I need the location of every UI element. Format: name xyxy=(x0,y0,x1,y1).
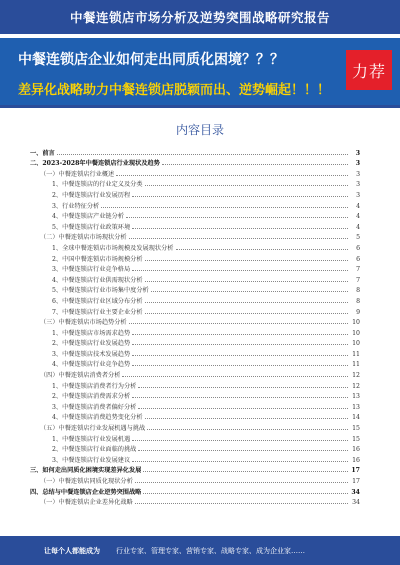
toc-leader-dots xyxy=(176,249,349,250)
toc-entry-text: 3、中餐连锁店行业发展建议 xyxy=(52,456,131,464)
toc-page-number: 3 xyxy=(355,160,360,168)
toc-page-number: 17 xyxy=(351,467,360,475)
toc-page-number: 3 xyxy=(356,191,360,199)
toc-entry[interactable] xyxy=(30,390,360,401)
toc-leader-dots xyxy=(145,281,348,282)
toc-leader-dots xyxy=(135,503,348,504)
toc-leader-dots xyxy=(132,228,348,229)
toc-page-number: 15 xyxy=(352,425,360,433)
toc-entry[interactable] xyxy=(30,146,360,157)
toc-entry[interactable] xyxy=(30,432,360,443)
toc-entry-text: 2、中国中餐连锁店市场规模分析 xyxy=(52,255,143,263)
toc-entry-text: 二、2023-2028年中餐连锁店行业现状及趋势 xyxy=(30,160,160,168)
toc-leader-dots xyxy=(138,408,348,409)
toc-leader-dots xyxy=(132,365,348,366)
toc-page-number: 3 xyxy=(355,149,360,157)
toc-leader-dots xyxy=(132,334,348,335)
toc-entry-text: 3、中餐连锁店行业竞争格局 xyxy=(52,266,131,274)
toc-page-number: 4 xyxy=(356,213,360,221)
toc-entry-text: 1、中餐连锁店消费者行为分析 xyxy=(52,382,137,390)
toc-page-number: 16 xyxy=(352,446,360,454)
toc-leader-dots xyxy=(132,270,348,271)
toc-entry-text: 3、中餐连锁店技术发展趋势 xyxy=(52,350,131,358)
toc-entry[interactable] xyxy=(30,358,360,369)
toc-page-number: 3 xyxy=(356,170,360,178)
toc-leader-dots xyxy=(132,355,348,356)
toc-page-number: 8 xyxy=(356,297,360,305)
toc-leader-dots xyxy=(132,196,348,197)
toc-entry-text: 3、行业特征分析 xyxy=(52,202,100,210)
toc-page-number: 13 xyxy=(352,403,360,411)
toc-leader-dots xyxy=(147,429,348,430)
footer-lead: 让每个人都能成为 xyxy=(44,546,100,555)
toc-page-number: 4 xyxy=(356,202,360,210)
toc-entry-text: 5、中餐连锁店行业市场集中度分析 xyxy=(52,287,149,295)
toc-page-number: 7 xyxy=(356,266,360,274)
toc-entry-text: 4、中餐连锁店消费趋势变化分析 xyxy=(52,414,143,422)
toc-entry-text: （一）中餐连锁店企业差异化战略 xyxy=(40,499,133,507)
toc-entry-text: 6、中餐连锁店行业区域分布分析 xyxy=(52,297,143,305)
toc-entry[interactable] xyxy=(30,220,360,231)
toc-leader-dots xyxy=(151,291,348,292)
toc-entry-text: 1、中餐连锁店市场需求趋势 xyxy=(52,329,131,337)
toc-entry[interactable] xyxy=(30,443,360,454)
toc-page-number: 9 xyxy=(356,308,360,316)
toc-entry-text: 2、中餐连锁店消费需求分析 xyxy=(52,393,131,401)
toc-leader-dots xyxy=(145,185,348,186)
toc-page-number: 6 xyxy=(356,255,360,263)
toc-entry[interactable] xyxy=(30,411,360,422)
toc-entry[interactable] xyxy=(30,337,360,348)
toc-heading: 内容目录 xyxy=(175,123,224,137)
toc-leader-dots xyxy=(132,440,348,441)
toc-entry[interactable] xyxy=(30,294,360,305)
toc-entry-text: （四）中餐连锁店消费者分析 xyxy=(40,372,121,380)
toc-entry-text: 三、如何走出同质化困境实现差异化发展 xyxy=(30,467,142,475)
toc-page-number: 12 xyxy=(352,382,360,390)
toc-entry-text: 2、中餐连锁店行业发展历程 xyxy=(52,191,131,199)
toc-page-number: 4 xyxy=(356,223,360,231)
toc-entry[interactable] xyxy=(30,485,360,496)
footer-tagline: 行业专家、管理专家、营销专家、战略专家、成为企业家…… xyxy=(116,546,305,555)
toc-entry-text: 3、中餐连锁店消费者偏好分析 xyxy=(52,403,137,411)
toc-page-number: 6 xyxy=(356,244,360,252)
footer-banner xyxy=(0,536,400,565)
toc-entry[interactable] xyxy=(30,199,360,210)
toc-entry-text: （二）中餐连锁店市场现状分析 xyxy=(40,234,127,242)
toc-page-number: 16 xyxy=(352,456,360,464)
toc-leader-dots xyxy=(145,313,348,314)
toc-entry-text: （五）中餐连锁店行业发展机遇与挑战 xyxy=(40,425,146,433)
toc-page-number: 17 xyxy=(352,478,360,485)
toc-entry[interactable] xyxy=(30,252,360,263)
toc-entry[interactable] xyxy=(30,210,360,221)
toc-leader-dots xyxy=(57,154,348,155)
toc-page-number: 8 xyxy=(356,287,360,295)
hero-headline: 中餐连锁店企业如何走出同质化困境？？？ xyxy=(18,52,284,68)
toc-leader-dots xyxy=(132,344,348,345)
toc-entry-text: 5、中餐连锁店行业政策环境 xyxy=(52,223,131,231)
toc-entry-text: 7、中餐连锁店行业主要企业分析 xyxy=(52,308,143,316)
toc-entry[interactable] xyxy=(30,326,360,337)
toc-entry-text: （三）中餐连锁店市场趋势分析 xyxy=(40,319,127,327)
toc-entry[interactable] xyxy=(30,474,360,485)
toc-entry-text: （一）中餐连锁店同质化现状分析 xyxy=(40,478,133,485)
toc-page-number: 7 xyxy=(356,276,360,284)
toc-entry-text: （一）中餐连锁店行业概述 xyxy=(40,170,115,178)
toc-leader-dots xyxy=(145,418,348,419)
toc-entry-text: 4、中餐连锁店行业供需现状分析 xyxy=(52,276,143,284)
toc-leader-dots xyxy=(129,238,348,239)
toc-leader-dots xyxy=(162,164,348,165)
toc-leader-dots xyxy=(145,260,348,261)
toc-entry-text: 1、中餐连锁店行业发展机遇 xyxy=(52,435,131,443)
toc-page-number: 10 xyxy=(352,340,360,348)
toc-entry[interactable] xyxy=(30,368,360,379)
toc-leader-dots xyxy=(122,376,348,377)
hero-banner xyxy=(0,38,400,108)
toc-entry-text: 2、中餐连锁店行业面临的挑战 xyxy=(52,446,137,454)
toc-entry-text: 一、前言 xyxy=(30,149,55,157)
toc-entry[interactable] xyxy=(30,167,360,178)
toc-page-number: 11 xyxy=(352,361,360,369)
toc-entry-text: 1、中餐连锁店的行业定义及分类 xyxy=(52,181,143,189)
toc-entry[interactable] xyxy=(30,464,360,475)
toc-entry[interactable] xyxy=(30,241,360,252)
toc-entry[interactable] xyxy=(30,421,360,432)
toc-entry[interactable] xyxy=(30,347,360,358)
toc-entry-text: 四、总结与中餐连锁店企业逆势突围战略 xyxy=(30,488,142,496)
toc-page-number: 13 xyxy=(352,393,360,401)
toc-entry-text: 2、中餐连锁店行业发展趋势 xyxy=(52,340,131,348)
toc-page-number: 12 xyxy=(352,372,360,380)
toc-page-number: 3 xyxy=(356,181,360,189)
toc-entry[interactable] xyxy=(30,231,360,242)
toc-page-number: 10 xyxy=(352,329,360,337)
toc-entry[interactable] xyxy=(30,316,360,327)
toc-leader-dots xyxy=(143,493,348,494)
toc-entry[interactable] xyxy=(30,379,360,390)
recommend-badge: 力荐 xyxy=(346,50,392,90)
toc-page-number: 34 xyxy=(351,488,360,496)
toc-leader-dots xyxy=(126,217,348,218)
report-title: 中餐连锁店市场分析及逆势突围战略研究报告 xyxy=(69,10,330,25)
toc-leader-dots xyxy=(116,175,348,176)
toc-entry[interactable] xyxy=(30,496,360,507)
toc-leader-dots xyxy=(143,471,348,472)
hero-subheadline: 差异化战略助力中餐连锁店脱颖而出、逆势崛起！！！ xyxy=(18,83,331,98)
toc-entry[interactable] xyxy=(30,188,360,199)
toc-leader-dots xyxy=(101,207,348,208)
toc-entry-text: 4、中餐连锁店产业链分析 xyxy=(52,213,124,221)
toc-entry-text: 1、全球中餐连锁店市场规模及发展现状分析 xyxy=(52,244,174,252)
toc-entry-text: 4、中餐连锁店行业竞争趋势 xyxy=(52,361,131,369)
toc-leader-dots xyxy=(132,461,348,462)
table-of-contents xyxy=(30,146,360,506)
toc-entry[interactable] xyxy=(30,263,360,274)
toc-entry[interactable] xyxy=(30,305,360,316)
toc-page-number: 10 xyxy=(352,319,360,327)
toc-entry[interactable] xyxy=(30,400,360,411)
toc-entry[interactable] xyxy=(30,157,360,168)
toc-page-number: 14 xyxy=(352,414,360,422)
toc-page-number: 11 xyxy=(352,350,360,358)
toc-leader-dots xyxy=(145,302,348,303)
toc-page-number: 15 xyxy=(352,435,360,443)
toc-page-number: 34 xyxy=(352,499,360,507)
toc-page-number: 5 xyxy=(356,234,360,242)
toc-leader-dots xyxy=(138,387,348,388)
toc-leader-dots xyxy=(132,397,348,398)
toc-entry[interactable] xyxy=(30,453,360,464)
report-title-bar xyxy=(0,0,400,34)
toc-entry[interactable] xyxy=(30,178,360,189)
toc-entry[interactable] xyxy=(30,284,360,295)
toc-leader-dots xyxy=(135,482,348,483)
toc-leader-dots xyxy=(138,450,348,451)
toc-leader-dots xyxy=(129,323,348,324)
toc-entry[interactable] xyxy=(30,273,360,284)
